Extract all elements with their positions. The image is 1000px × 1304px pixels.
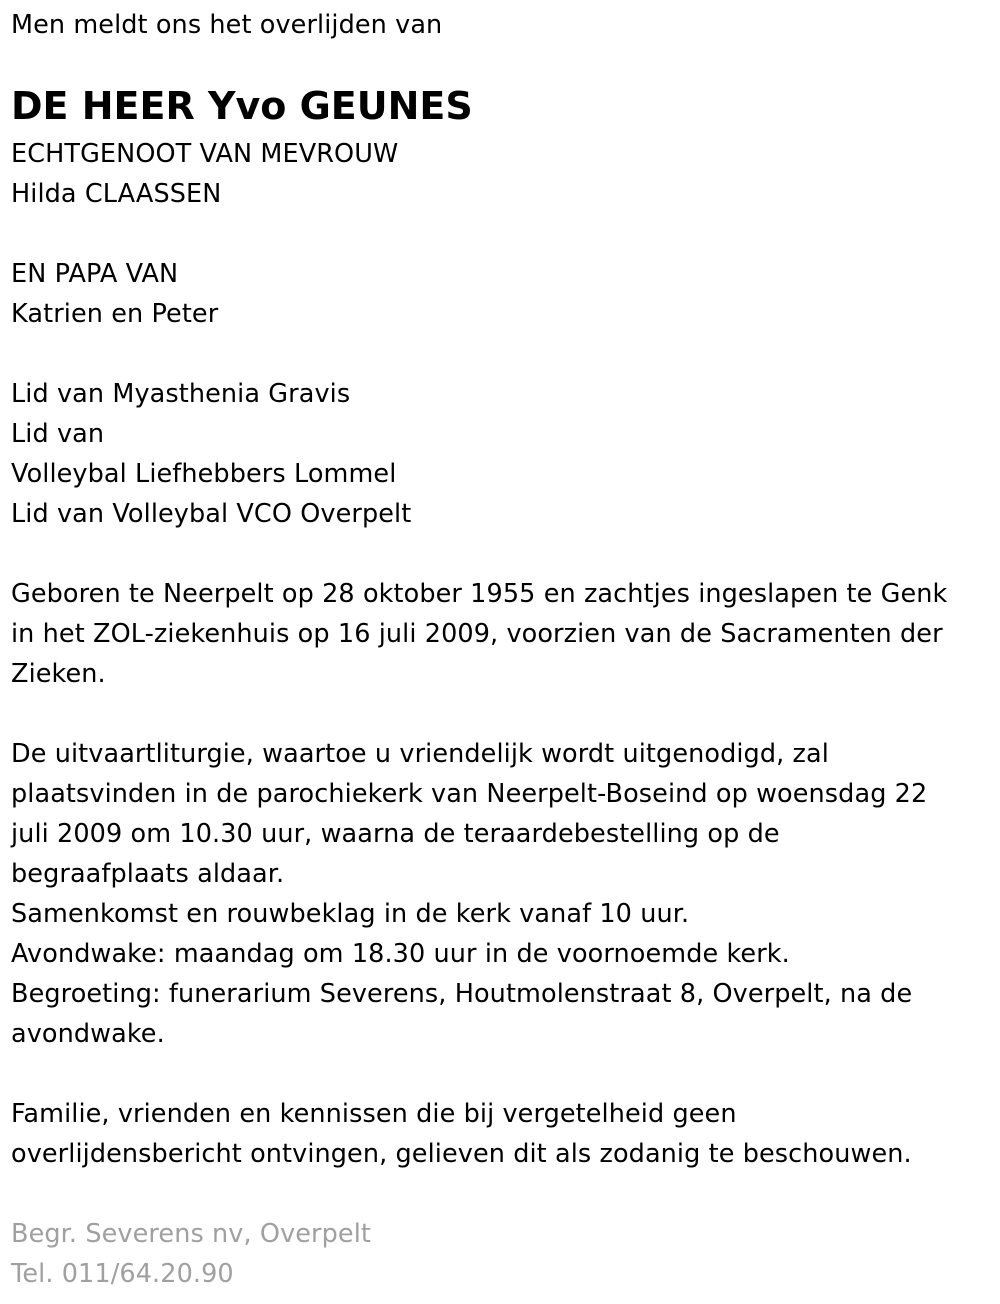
membership-line: Volleybal Liefhebbers Lommel	[11, 459, 397, 489]
children-names: Katrien en Peter	[11, 299, 219, 329]
paragraph-line: begraafplaats aldaar.	[11, 859, 285, 889]
paragraph-line: Zieken.	[11, 659, 106, 689]
spouse-label: ECHTGENOOT VAN MEVROUW	[11, 139, 399, 169]
paragraph-line: juli 2009 om 10.30 uur, waarna de teraardebestelling op de	[11, 819, 780, 849]
paragraph-line: Avondwake: maandag om 18.30 uur in de voornoemde kerk.	[11, 939, 790, 969]
paragraph-line: Familie, vrienden en kennissen die bij vergetelheid geen	[11, 1099, 737, 1129]
paragraph-line: avondwake.	[11, 1019, 165, 1049]
spouse-name: Hilda CLAASSEN	[11, 179, 222, 209]
paragraph-line: plaatsvinden in de parochiekerk van Neerpelt-Boseind op woensdag 22	[11, 779, 928, 809]
membership-line: Lid van Myasthenia Gravis	[11, 379, 351, 409]
paragraph-line: in het ZOL-ziekenhuis op 16 juli 2009, voorzien van de Sacramenten der	[11, 619, 943, 649]
paragraph-line: Geboren te Neerpelt op 28 oktober 1955 en zachtjes ingeslapen te Genk	[11, 579, 948, 609]
paragraph-line: Samenkomst en rouwbeklag in de kerk vanaf 10 uur.	[11, 899, 690, 929]
footer-phone: Tel. 011/64.20.90	[11, 1259, 234, 1289]
funeral-paragraph	[11, 734, 927, 1054]
notice-paragraph	[11, 1094, 912, 1174]
spouse-section	[11, 134, 398, 214]
birth-death-paragraph	[11, 574, 947, 694]
membership-line: Lid van	[11, 419, 105, 449]
intro-text: Men meldt ons het overlijden van	[11, 10, 443, 40]
children-label: EN PAPA VAN	[11, 259, 179, 289]
footer	[11, 1214, 371, 1294]
children-section	[11, 254, 218, 334]
paragraph-line: De uitvaartliturgie, waartoe u vriendelijk wordt uitgenodigd, zal	[11, 739, 829, 769]
footer-company: Begr. Severens nv, Overpelt	[11, 1219, 371, 1249]
memberships-section	[11, 374, 411, 534]
paragraph-line: Begroeting: funerarium Severens, Houtmolenstraat 8, Overpelt, na de	[11, 979, 913, 1009]
membership-line: Lid van Volleybal VCO Overpelt	[11, 499, 412, 529]
deceased-name-heading: DE HEER Yvo GEUNES	[11, 84, 473, 128]
paragraph-line: overlijdensbericht ontvingen, gelieven dit als zodanig te beschouwen.	[11, 1139, 912, 1169]
